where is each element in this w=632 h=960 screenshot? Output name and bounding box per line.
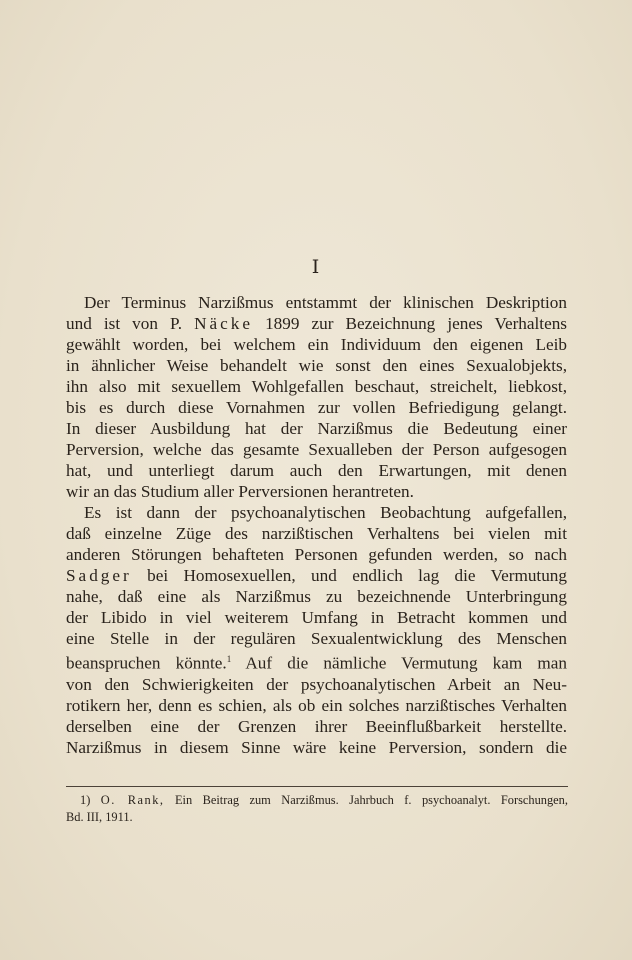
text-line: beanspruchen könnte.$^1$ Auf die nämliche Vermutung kam man [66, 653, 567, 673]
text-line: Es ist dann der psychoanalytischen Beobachtung aufgefallen, [84, 503, 567, 522]
text-line: In dieser Ausbildung hat der Narzißmus die Bedeutung einer [66, 419, 567, 438]
text-line: und ist von P. Näcke 1899 zur Bezeichnung jenes Verhaltens [66, 314, 567, 333]
text-line: Perversion, welche das gesamte Sexualleben der Person aufgesogen [66, 440, 567, 459]
text-line: ihn also mit sexuellem Wohlgefallen beschaut, streichelt, liebkost, [66, 377, 567, 396]
text-line: hat, und unterliegt darum auch den Erwartungen, mit denen [66, 461, 567, 480]
author-name-sadger: Sadger [66, 566, 132, 585]
text-line: derselben eine der Grenzen ihrer Beeinflußbarkeit herstellte. [66, 716, 567, 736]
footnote-reference[interactable]: 1 [226, 654, 232, 664]
text-line: rotikern her, denn es schien, als ob ein solches narzißtisches Verhalten [66, 695, 567, 715]
text-line: nahe, daß eine als Narzißmus zu bezeichnende Unterbringung [66, 587, 567, 606]
text-line: gewählt worden, bei welchem ein Individuum den eigenen Leib [66, 335, 567, 354]
text-line: der Libido in viel weiterem Umfang in Betracht kommen und [66, 608, 567, 627]
footnote [66, 792, 568, 826]
footnote-divider [66, 786, 568, 787]
footnote-line: Bd. III, 1911. [66, 810, 133, 824]
text-line: Sadger bei Homosexuellen, und endlich lag die Vermutung [66, 566, 567, 585]
text-line: anderen Störungen behafteten Personen gefunden werden, so nach [66, 545, 567, 564]
text-line: Narzißmus in diesem Sinne wäre keine Perversion, sondern die [66, 737, 567, 757]
text-line: von den Schwierigkeiten der psychoanalytischen Arbeit an Neu- [66, 674, 567, 694]
footnote-author: O. Rank, [100, 793, 165, 807]
text-line: in ähnlicher Weise behandelt wie sonst den eines Sexualobjekts, [66, 356, 567, 375]
text-line: bis es durch diese Vornahmen zur vollen Befriedigung gelangt. [66, 398, 567, 417]
main-text [66, 292, 567, 758]
text-line: eine Stelle in der regulären Sexualentwicklung des Menschen [66, 629, 567, 648]
footnote-marker: 1) [80, 793, 91, 807]
chapter-numeral: I [311, 256, 321, 278]
author-name-naecke: Näcke [194, 314, 253, 333]
text-line: Der Terminus Narzißmus entstammt der klinischen Deskription [84, 293, 567, 312]
footnote-line: 1) O. Rank, Ein Beitrag zum Narzißmus. Jahrbuch f. psychoanalyt. Forschungen, [80, 793, 568, 807]
text-line: daß einzelne Züge des narzißtischen Verhaltens bei vielen mit [66, 524, 567, 543]
text-line: wir an das Studium aller Perversionen herantreten. [66, 482, 414, 501]
